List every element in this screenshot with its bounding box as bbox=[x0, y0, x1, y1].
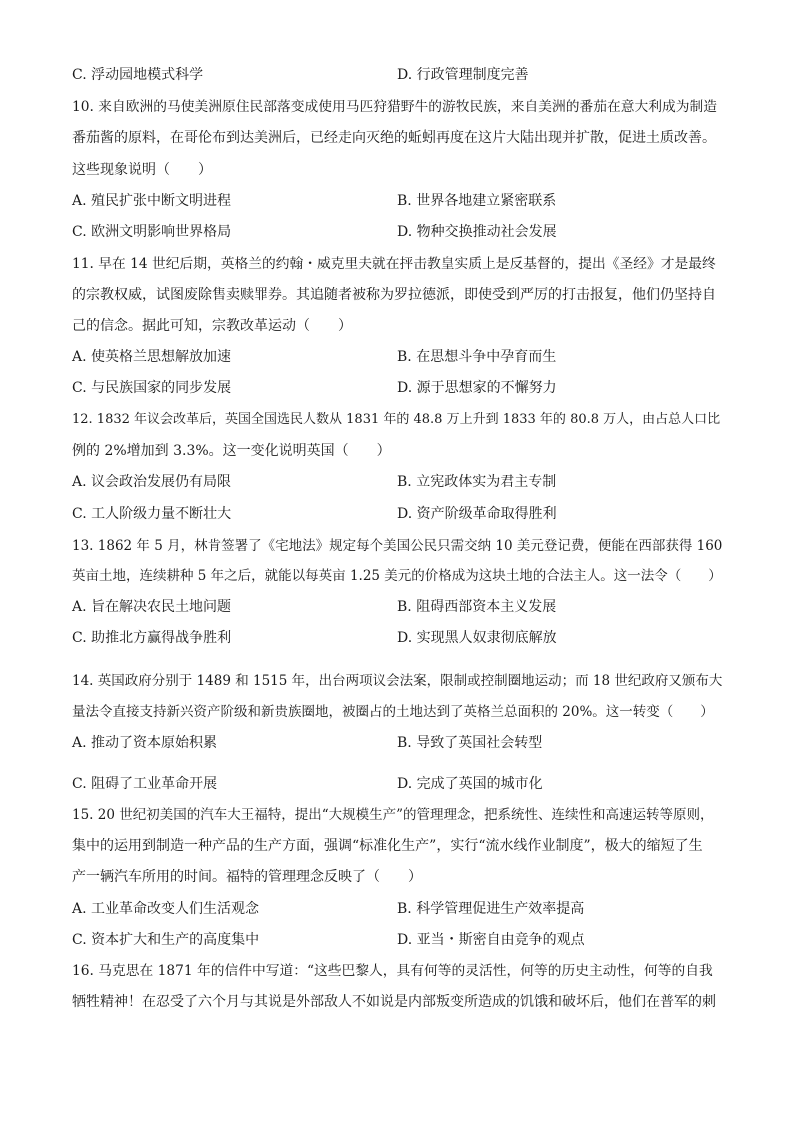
option-13b: B. 阻碍西部资本主义发展 bbox=[397, 599, 557, 615]
question-15-line-2: 集中的运用到制造一种产品的生产方面，强调“标准化生产”，实行“流水线作业制度”，极大的缩短了生 bbox=[72, 838, 703, 854]
question-10-line-1: 10. 来自欧洲的马使美洲原住民部落变成使用马匹狩猎野牛的游牧民族，来自美洲的番茄在意大利成为制造 bbox=[72, 99, 717, 115]
option-13d: D. 实现黑人奴隶彻底解放 bbox=[397, 630, 557, 646]
option-12d: D. 资产阶级革命取得胜利 bbox=[397, 506, 557, 522]
option-10a: A. 殖民扩张中断文明进程 bbox=[72, 193, 232, 209]
question-16-line-1: 16. 马克思在 1871 年的信件中写道：“这些巴黎人，具有何等的灵活性，何等的历史主动性，何等的自我 bbox=[72, 963, 713, 979]
question-10-line-2: 番茄酱的原料，在哥伦布到达美洲后，已经走向灭绝的蚯蚓再度在这片大陆出现并扩散，促进土质改善。 bbox=[72, 130, 716, 146]
question-11-line-2: 的宗教权威，试图废除售卖赎罪券。其追随者被称为罗拉德派，即使受到严厉的打击报复，他们仍坚持自 bbox=[72, 287, 716, 303]
option-14d: D. 完成了英国的城市化 bbox=[397, 776, 543, 792]
question-14-line-1: 14. 英国政府分别于 1489 和 1515 年，出台两项议会法案，限制或控制圈地运动；而 18 世纪政府又颁布大 bbox=[72, 673, 723, 689]
question-13-line-1: 13. 1862 年 5 月，林肯签署了《宅地法》规定每个美国公民只需交纳 10 美元登记费，便能在西部获得 160 bbox=[72, 538, 723, 554]
question-15-line-3: 产一辆汽车所用的时间。福特的管理理念反映了（ ） bbox=[72, 869, 422, 885]
question-12-line-1: 12. 1832 年议会改革后，英国全国选民人数从 1831 年的 48.8 万上升到 1833 年的 80.8 万人，由占总人口比 bbox=[72, 412, 721, 427]
option-10d: D. 物种交换推动社会发展 bbox=[397, 224, 557, 240]
question-14-line-2: 量法令直接支持新兴资产阶级和新贵族圈地，被圈占的土地达到了英格兰总面积的 20%。这一转变（ ） bbox=[72, 704, 714, 720]
option-11c: C. 与民族国家的同步发展 bbox=[72, 380, 232, 396]
question-11-line-3: 己的信念。据此可知，宗教改革运动（ ） bbox=[72, 318, 352, 334]
option-10c: C. 欧洲文明影响世界格局 bbox=[72, 224, 232, 240]
question-16-line-2: 牺牲精神！在忍受了六个月与其说是外部敌人不如说是内部叛变所造成的饥饿和破坏后，他们在普军的刺 bbox=[72, 994, 716, 1010]
option-15b: B. 科学管理促进生产效率提高 bbox=[397, 901, 585, 917]
question-13-line-2: 英亩土地，连续耕种 5 年之后，就能以每英亩 1.25 美元的价格成为这块土地的合法主人。这一法令（ ） bbox=[72, 568, 722, 584]
option-11b: B. 在思想斗争中孕育而生 bbox=[397, 349, 557, 365]
option-11a: A. 使英格兰思想解放加速 bbox=[72, 349, 232, 365]
option-15d: D. 亚当・斯密自由竞争的观点 bbox=[397, 932, 585, 948]
question-12-line-2: 例的 2%增加到 3.3%。这一变化说明英国（ ） bbox=[72, 443, 391, 459]
option-12a: A. 议会政治发展仍有局限 bbox=[72, 474, 232, 490]
question-15-line-1: 15. 20 世纪初美国的汽车大王福特，提出“大规模生产”的管理理念，把系统性、连续性和高速运转等原则， bbox=[72, 807, 714, 823]
option-9d: D. 行政管理制度完善 bbox=[397, 67, 529, 83]
option-11d: D. 源于思想家的不懈努力 bbox=[397, 380, 557, 396]
option-15c: C. 资本扩大和生产的高度集中 bbox=[72, 932, 260, 948]
option-14a: A. 推动了资本原始积累 bbox=[72, 735, 218, 751]
question-11-line-1: 11. 早在 14 世纪后期，英格兰的约翰・威克里夫就在抨击教皇实质上是反基督的，提出《圣经》才是最终 bbox=[72, 256, 716, 272]
option-13c: C. 助推北方赢得战争胜利 bbox=[72, 630, 232, 646]
option-14c: C. 阻碍了工业革命开展 bbox=[72, 776, 218, 792]
option-12b: B. 立宪政体实为君主专制 bbox=[397, 474, 557, 490]
option-9c: C. 浮动园地模式科学 bbox=[72, 67, 204, 83]
option-15a: A. 工业革命改变人们生活观念 bbox=[72, 901, 260, 917]
option-13a: A. 旨在解决农民土地问题 bbox=[72, 599, 232, 615]
option-12c: C. 工人阶级力量不断壮大 bbox=[72, 506, 232, 522]
option-14b: B. 导致了英国社会转型 bbox=[397, 735, 543, 751]
option-10b: B. 世界各地建立紧密联系 bbox=[397, 193, 557, 209]
question-10-line-3: 这些现象说明（ ） bbox=[72, 162, 212, 178]
